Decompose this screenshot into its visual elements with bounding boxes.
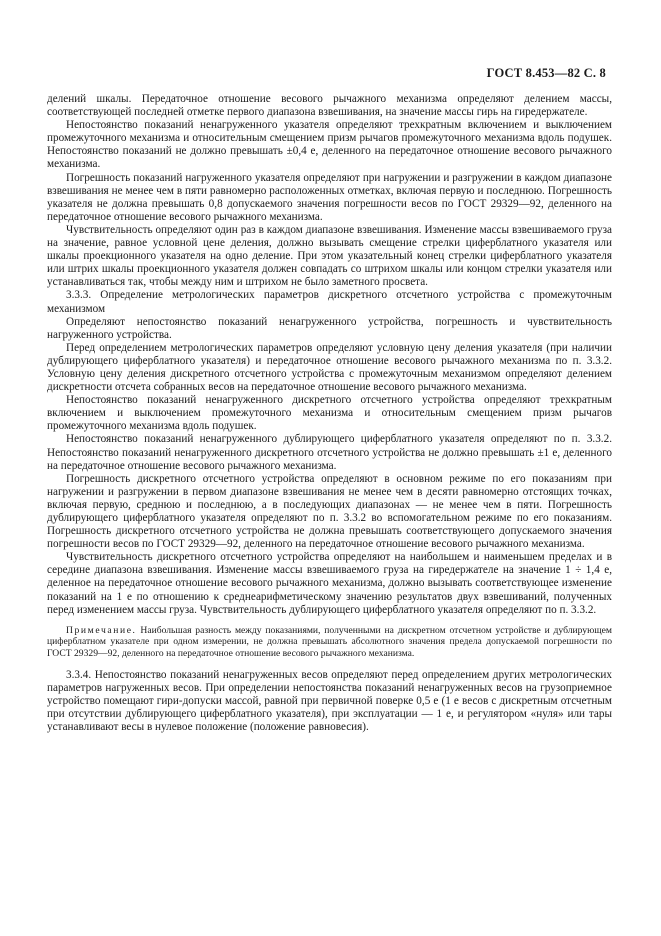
note-label: Примечание. [66, 624, 137, 636]
note [47, 625, 612, 660]
paragraph: Погрешность дискретного отсчетного устройства определяют в основном режиме по его показаниям при нагружении и разгружении в первом диапазоне взвешивания не менее чем в десяти равномерно отстоящих точках, включая первую, среднюю и последнюю, а в последующих диапазонах — не менее чем в пяти. Погрешность дублирующего циферблатного указателя определяют по п. 3.3.2 во вспомогательном режиме по его показаниям. Погрешность дискретного отсчетного устройства не должна превышать соответствующего допускаемого значения погрешности весов по ГОСТ 29329—92, деленного на передаточное отношение весового рычажного механизма. [47, 472, 612, 551]
paragraph: Определяют непостоянство показаний ненагруженного устройства, погрешность и чувствительность нагруженного устройства. [47, 315, 612, 341]
paragraph: Чувствительность определяют один раз в каждом диапазоне взвешивания. Изменение массы взвешиваемого груза на значение, равное условной цене деления, должно вызывать смещение стрелки циферблатного указателя или шкалы проекционного указателя на одно деление. При этом указательный конец стрелки циферблатного указателя или штрих шкалы проекционного указателя должен совпадать со штрихом шкалы или концом стрелки указателя или устанавливаться так, чтобы между ним и штрихом не было заметного просвета. [47, 223, 612, 289]
document-body [47, 93, 612, 734]
section-paragraph-3-3-4: 3.3.4. Непостоянство показаний ненагруженных весов определяют перед определением других метрологических параметров нагруженных весов. При определении непостоянства показаний ненагруженных весов на грузоприемное устройство помещают гири-допуски массой, равной при первичной поверке 0,5 е (1 е весов с дискретным отсчетным при отсутствии дублирующего циферблатного указателя), при эксплуатации — 1 е, и регулятором «нуля» или тары устанавливают весы в нулевое положение (положение равновесия). [47, 668, 612, 733]
paragraph: Непостоянство показаний ненагруженного дискретного отсчетного устройства определяют трехкратным включением и выключением промежуточного механизма и относительным смещением призм рычагов промежуточного механизма вдоль подушек. [47, 394, 612, 433]
note-text: Наибольшая разность между показаниями, полученными на дискретном отсчетном устройстве и дублирующем циферблатном указателе при одном измерении, не должна превышать абсолютного значения предела допускаемой погрешности по ГОСТ 29329—92, деленного на передаточное отношение весового рычажного механизма. [47, 624, 612, 659]
paragraph: делений шкалы. Передаточное отношение весового рычажного механизма определяют делением массы, соответствующей последней отметке первого диапазона взвешивания, на значение массы гирь на гиредержателе. [47, 93, 612, 119]
paragraph: Погрешность показаний нагруженного указателя определяют при нагружении и разгружении в каждом диапазоне взвешивания не менее чем в пяти равномерно расположенных отметках, включая первую и последнюю. Погрешность указателя не должна превышать 0,8 допускаемого значения погрешности весов по ГОСТ 29329—92, деленного на передаточное отношение весового рычажного механизма. [47, 171, 612, 223]
paragraph: Непостоянство показаний ненагруженного дублирующего циферблатного указателя определяют по п. 3.3.2. Непостоянство показаний ненагруженного дискретного отсчетного устройства не должно превышать ±1 е, деленного на передаточное отношение весового рычажного механизма. [47, 433, 612, 472]
section-heading-3-3-3: 3.3.3. Определение метрологических параметров дискретного отсчетного устройства с промежуточным механизмом [47, 289, 612, 315]
page-header: ГОСТ 8.453—82 С. 8 [486, 66, 606, 80]
paragraph: Перед определением метрологических параметров определяют условную цену деления указателя (при наличии дублирующего циферблатного указателя) и передаточное отношение весового рычажного механизма по п. 3.3.2. Условную цену деления дискретного отсчетного устройства с промежуточным механизмом определяют делением дискретности отсчета собранных весов на передаточное отношение весового рычажного механизма. [47, 341, 612, 394]
paragraph: Непостоянство показаний ненагруженного указателя определяют трехкратным включением и выключением промежуточного механизма и относительным смещением призм рычагов промежуточного механизма вдоль подушек. Непостоянство показаний не должно превышать ±0,4 е, деленного на передаточное отношение весового рычажного механизма. [47, 119, 612, 171]
paragraph: Чувствительность дискретного отсчетного устройства определяют на наибольшем и наименьшем пределах и в середине диапазона взвешивания. Изменение массы взвешиваемого груза на гиредержателе на значение 1 ÷ 1,4 е, деленное на передаточное отношение весового рычажного механизма, должно вызывать соответствующее изменение показаний на 1 е по отношению к среднеарифметическому значению результатов двух взвешиваний, полученных перед изменением массы груза. Чувствительность дублирующего циферблатного указателя определяют по п. 3.3.2. [47, 551, 612, 616]
